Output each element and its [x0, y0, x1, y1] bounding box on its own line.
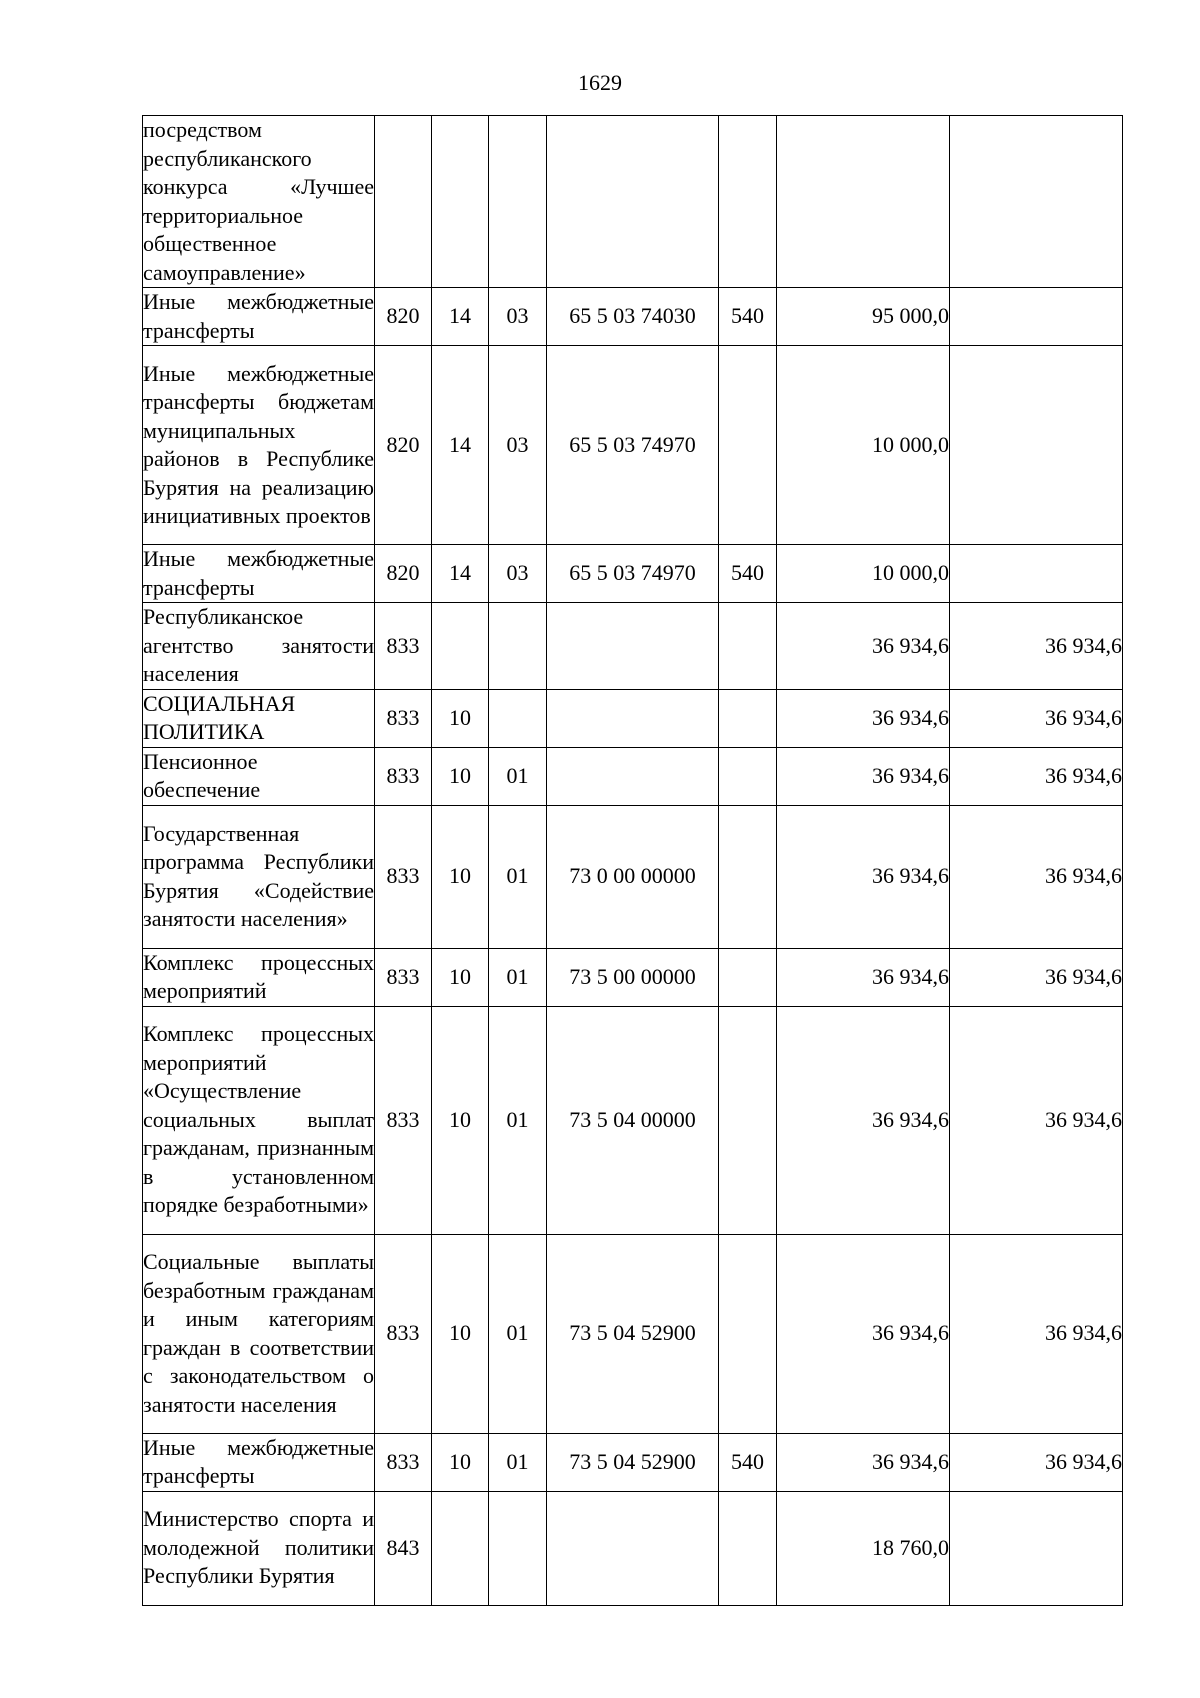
table-row	[143, 948, 1123, 1006]
cell-sum-1: 95 000,0	[777, 288, 950, 346]
cell-sum-1: 36 934,6	[777, 1006, 950, 1234]
row-name: Министерство спорта и молодежной политики Республики Бурятия	[143, 1491, 375, 1605]
cell-sum-1: 36 934,6	[777, 805, 950, 948]
cell-target-article	[547, 603, 719, 690]
cell-sum-2	[950, 1491, 1123, 1605]
cell-sum-2: 36 934,6	[950, 1433, 1123, 1491]
cell-sum-1	[777, 116, 950, 288]
cell-sum-2: 36 934,6	[950, 1234, 1123, 1433]
cell-target-article	[547, 116, 719, 288]
cell-ministry: 820	[375, 288, 432, 346]
cell-target-article: 65 5 03 74030	[547, 288, 719, 346]
table-row	[143, 288, 1123, 346]
cell-section: 10	[432, 1234, 489, 1433]
row-name: Иные межбюджетные трансферты	[143, 1433, 375, 1491]
budget-table	[142, 115, 1123, 1606]
cell-section: 14	[432, 346, 489, 545]
row-name: Комплекс процессных мероприятий	[143, 948, 375, 1006]
cell-target-article: 73 5 00 00000	[547, 948, 719, 1006]
cell-subsection: 01	[489, 805, 547, 948]
cell-sum-1: 36 934,6	[777, 603, 950, 690]
cell-section: 10	[432, 805, 489, 948]
cell-target-article: 73 5 04 52900	[547, 1234, 719, 1433]
cell-target-article	[547, 747, 719, 805]
cell-expense-type	[719, 1491, 777, 1605]
cell-expense-type	[719, 689, 777, 747]
cell-sum-2	[950, 346, 1123, 545]
cell-expense-type	[719, 603, 777, 690]
cell-sum-2: 36 934,6	[950, 1006, 1123, 1234]
table-row	[143, 116, 1123, 288]
cell-target-article: 65 5 03 74970	[547, 346, 719, 545]
cell-target-article	[547, 1491, 719, 1605]
cell-sum-1: 36 934,6	[777, 747, 950, 805]
cell-subsection: 01	[489, 1006, 547, 1234]
cell-section: 10	[432, 747, 489, 805]
cell-subsection: 01	[489, 1433, 547, 1491]
cell-ministry: 833	[375, 747, 432, 805]
cell-ministry: 820	[375, 545, 432, 603]
cell-expense-type	[719, 747, 777, 805]
cell-ministry: 833	[375, 805, 432, 948]
row-name: СОЦИАЛЬНАЯ ПОЛИТИКА	[143, 689, 375, 747]
cell-subsection	[489, 689, 547, 747]
table-row	[143, 1234, 1123, 1433]
cell-subsection: 01	[489, 747, 547, 805]
table-row	[143, 1433, 1123, 1491]
cell-subsection: 03	[489, 288, 547, 346]
table-row	[143, 603, 1123, 690]
cell-sum-2	[950, 545, 1123, 603]
cell-ministry: 843	[375, 1491, 432, 1605]
cell-subsection: 03	[489, 545, 547, 603]
row-name: Государственная программа Республики Бурятия «Содействие занятости населения»	[143, 805, 375, 948]
cell-target-article: 73 5 04 52900	[547, 1433, 719, 1491]
cell-subsection	[489, 1491, 547, 1605]
table-row	[143, 1006, 1123, 1234]
table-row	[143, 346, 1123, 545]
cell-expense-type: 540	[719, 288, 777, 346]
cell-expense-type	[719, 116, 777, 288]
cell-ministry: 833	[375, 1006, 432, 1234]
cell-section: 10	[432, 1433, 489, 1491]
cell-ministry: 833	[375, 603, 432, 690]
cell-expense-type	[719, 1006, 777, 1234]
row-name: Пенсионное обеспечение	[143, 747, 375, 805]
cell-expense-type: 540	[719, 545, 777, 603]
cell-section: 10	[432, 948, 489, 1006]
cell-sum-1: 10 000,0	[777, 346, 950, 545]
table-row	[143, 1491, 1123, 1605]
cell-section	[432, 116, 489, 288]
table-row	[143, 545, 1123, 603]
cell-sum-2: 36 934,6	[950, 689, 1123, 747]
cell-sum-1: 36 934,6	[777, 1234, 950, 1433]
page-number: 1629	[578, 70, 622, 95]
row-name: Социальные выплаты безработным гражданам и иным категориям граждан в соответствии с законодательством о занятости населения	[143, 1234, 375, 1433]
cell-section	[432, 603, 489, 690]
cell-ministry: 833	[375, 948, 432, 1006]
cell-target-article: 65 5 03 74970	[547, 545, 719, 603]
cell-sum-1: 36 934,6	[777, 689, 950, 747]
cell-section: 14	[432, 288, 489, 346]
row-name: посредством республиканского конкурса «Лучшее территориальное общественное самоуправление»	[143, 116, 375, 288]
table-row	[143, 689, 1123, 747]
cell-sum-2	[950, 116, 1123, 288]
cell-ministry: 820	[375, 346, 432, 545]
cell-ministry: 833	[375, 689, 432, 747]
cell-subsection: 01	[489, 948, 547, 1006]
cell-section: 10	[432, 1006, 489, 1234]
cell-expense-type	[719, 948, 777, 1006]
cell-subsection	[489, 603, 547, 690]
cell-sum-2	[950, 288, 1123, 346]
cell-subsection	[489, 116, 547, 288]
cell-sum-1: 36 934,6	[777, 948, 950, 1006]
row-name: Республиканское агентство занятости населения	[143, 603, 375, 690]
row-name: Иные межбюджетные трансферты	[143, 545, 375, 603]
table-row	[143, 805, 1123, 948]
cell-expense-type	[719, 805, 777, 948]
cell-sum-1: 18 760,0	[777, 1491, 950, 1605]
cell-target-article: 73 5 04 00000	[547, 1006, 719, 1234]
cell-expense-type	[719, 346, 777, 545]
cell-sum-2: 36 934,6	[950, 603, 1123, 690]
cell-sum-2: 36 934,6	[950, 747, 1123, 805]
table-row	[143, 747, 1123, 805]
cell-target-article	[547, 689, 719, 747]
row-name: Иные межбюджетные трансферты	[143, 288, 375, 346]
cell-sum-1: 36 934,6	[777, 1433, 950, 1491]
cell-section	[432, 1491, 489, 1605]
cell-expense-type: 540	[719, 1433, 777, 1491]
cell-ministry: 833	[375, 1433, 432, 1491]
row-name: Иные межбюджетные трансферты бюджетам муниципальных районов в Республике Бурятия на реализацию инициативных проектов	[143, 346, 375, 545]
cell-target-article: 73 0 00 00000	[547, 805, 719, 948]
cell-sum-1: 10 000,0	[777, 545, 950, 603]
cell-subsection: 01	[489, 1234, 547, 1433]
cell-subsection: 03	[489, 346, 547, 545]
cell-ministry: 833	[375, 1234, 432, 1433]
cell-section: 10	[432, 689, 489, 747]
cell-ministry	[375, 116, 432, 288]
cell-expense-type	[719, 1234, 777, 1433]
cell-sum-2: 36 934,6	[950, 805, 1123, 948]
row-name: Комплекс процессных мероприятий «Осуществление социальных выплат гражданам, признанным в установленном порядке безработными»	[143, 1006, 375, 1234]
cell-sum-2: 36 934,6	[950, 948, 1123, 1006]
cell-section: 14	[432, 545, 489, 603]
